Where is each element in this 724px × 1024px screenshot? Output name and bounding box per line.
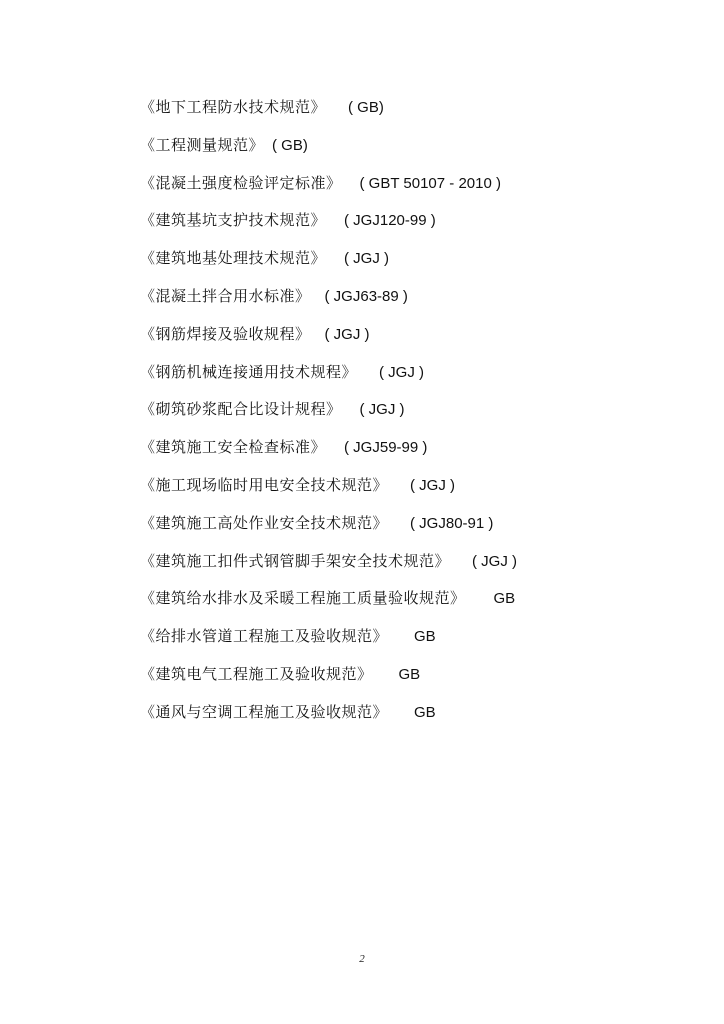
list-item	[140, 247, 700, 285]
standard-name: 《钢筋焊接及验收规程》	[140, 324, 311, 343]
standard-code: ( GB)	[348, 99, 384, 116]
standard-name: 《给排水管道工程施工及验收规范》	[140, 627, 389, 646]
list-item	[140, 625, 700, 663]
list-item	[140, 323, 700, 361]
page-number: 2	[359, 953, 365, 965]
standard-code: ( JGJ )	[410, 476, 456, 494]
list-item	[140, 550, 700, 588]
standard-code: ( JGJ )	[359, 401, 405, 419]
standard-code: GB	[414, 628, 436, 646]
list-item	[140, 285, 700, 323]
standard-name: 《通风与空调工程施工及验收规范》	[140, 702, 389, 721]
standard-code: ( JGJ )	[344, 250, 390, 268]
list-item	[140, 209, 700, 247]
list-item	[140, 134, 700, 172]
list-item	[140, 398, 700, 436]
standard-code: ( JGJ )	[472, 552, 518, 570]
standard-name: 《施工现场临时用电安全技术规范》	[140, 475, 389, 494]
standard-code: GB	[493, 590, 516, 608]
standard-code: ( JGJ63-89 )	[324, 287, 408, 305]
standard-name: 《建筑基坑支护技术规范》	[140, 211, 327, 230]
standard-code: ( JGJ59-99 )	[344, 439, 428, 457]
standard-name: 《混凝土拌合用水标准》	[140, 286, 311, 305]
list-item	[140, 474, 700, 512]
standards-list	[140, 96, 700, 739]
standard-name: 《建筑施工高处作业安全技术规范》	[140, 513, 389, 532]
standard-code: ( JGJ80-91 )	[410, 514, 494, 532]
list-item	[140, 172, 700, 210]
list-item	[140, 701, 700, 739]
standard-code: ( GB)	[272, 136, 308, 154]
standard-name: 《建筑地基处理技术规范》	[140, 249, 327, 268]
list-item	[140, 96, 700, 134]
standard-name: 《工程测量规范》	[140, 135, 265, 154]
list-item	[140, 512, 700, 550]
standard-name: 《地下工程防水技术规范》	[140, 98, 327, 116]
list-item	[140, 436, 700, 474]
standard-name: 《混凝土强度检验评定标准》	[140, 173, 342, 192]
standard-name: 《建筑施工扣件式钢管脚手架安全技术规范》	[140, 551, 451, 570]
standard-name: 《建筑电气工程施工及验收规范》	[140, 664, 373, 683]
standard-name: 《钢筋机械连接通用技术规程》	[140, 362, 358, 381]
standard-name: 《砌筑砂浆配合比设计规程》	[140, 400, 342, 419]
standard-code: ( JGJ )	[324, 325, 370, 343]
standard-name: 《建筑施工安全检查标准》	[140, 438, 327, 457]
standard-code: GB	[414, 703, 436, 721]
list-item	[140, 587, 700, 625]
standard-name: 《建筑给水排水及采暖工程施工质量验收规范》	[140, 589, 466, 608]
standard-code: ( JGJ )	[379, 363, 425, 381]
standard-code: ( JGJ120-99 )	[344, 212, 436, 230]
list-item	[140, 663, 700, 701]
standard-code: GB	[398, 665, 421, 683]
standard-code: ( GBT 50107 - 2010 )	[359, 174, 501, 192]
list-item	[140, 361, 700, 399]
